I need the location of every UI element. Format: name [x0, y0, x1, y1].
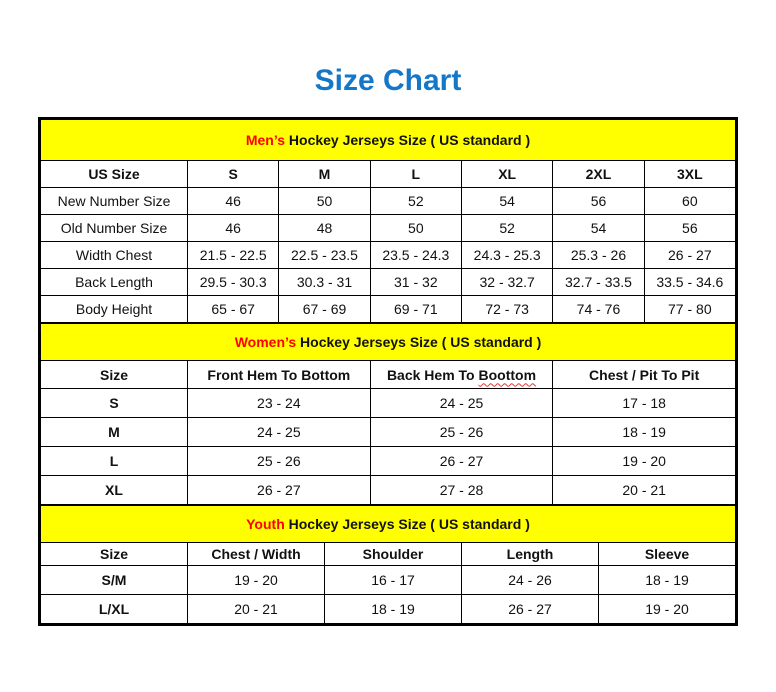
table-row — [41, 566, 736, 595]
column-header: Chest / Width — [188, 543, 325, 566]
column-header: 3XL — [644, 161, 735, 188]
size-cell: 23 - 24 — [188, 389, 371, 418]
column-header: Sleeve — [599, 543, 736, 566]
size-cell: 25 - 26 — [188, 447, 371, 476]
youth-size-table — [40, 505, 736, 624]
youth-header-row — [41, 543, 736, 566]
column-header: L — [370, 161, 461, 188]
size-cell: 26 - 27 — [644, 242, 735, 269]
row-label: S — [41, 389, 188, 418]
size-cell: 22.5 - 23.5 — [279, 242, 370, 269]
size-cell: 48 — [279, 215, 370, 242]
size-cell: 52 — [370, 188, 461, 215]
size-cell: 25.3 - 26 — [553, 242, 644, 269]
size-cell: 17 - 18 — [553, 389, 736, 418]
column-header: XL — [461, 161, 552, 188]
size-cell: 50 — [279, 188, 370, 215]
womens-band-row — [41, 324, 736, 361]
row-label: Back Length — [41, 269, 188, 296]
size-cell: 23.5 - 24.3 — [370, 242, 461, 269]
column-header: M — [279, 161, 370, 188]
column-header: Size — [41, 543, 188, 566]
youth-title-highlight: Youth — [246, 516, 285, 532]
size-cell: 52 — [461, 215, 552, 242]
table-row — [41, 269, 736, 296]
mens-title-highlight: Men’s — [245, 132, 286, 148]
mens-size-table — [40, 119, 736, 323]
size-cell: 19 - 20 — [188, 566, 325, 595]
table-row — [41, 595, 736, 624]
table-row — [41, 418, 736, 447]
table-row — [41, 389, 736, 418]
size-chart-tables — [38, 117, 738, 626]
size-cell: 27 - 28 — [370, 476, 553, 505]
mens-table-title: Men’s Hockey Jerseys Size ( US standard ) — [41, 120, 736, 161]
row-label: M — [41, 418, 188, 447]
size-cell: 24 - 25 — [188, 418, 371, 447]
size-cell: 19 - 20 — [599, 595, 736, 624]
youth-band-row — [41, 506, 736, 543]
row-label: L — [41, 447, 188, 476]
size-cell: 77 - 80 — [644, 296, 735, 323]
size-cell: 65 - 67 — [188, 296, 279, 323]
mens-header-row — [41, 161, 736, 188]
column-header: Length — [462, 543, 599, 566]
size-cell: 26 - 27 — [370, 447, 553, 476]
size-cell: 29.5 - 30.3 — [188, 269, 279, 296]
size-cell: 67 - 69 — [279, 296, 370, 323]
table-row — [41, 188, 736, 215]
row-label: Body Height — [41, 296, 188, 323]
column-header: Front Hem To Bottom — [188, 361, 371, 389]
size-cell: 24 - 25 — [370, 389, 553, 418]
size-cell: 16 - 17 — [325, 566, 462, 595]
size-cell: 24 - 26 — [462, 566, 599, 595]
misspelled-word: Boottom — [478, 366, 537, 383]
size-cell: 50 — [370, 215, 461, 242]
row-label: XL — [41, 476, 188, 505]
size-cell: 54 — [553, 215, 644, 242]
size-cell: 32 - 32.7 — [461, 269, 552, 296]
size-cell: 60 — [644, 188, 735, 215]
size-cell: 32.7 - 33.5 — [553, 269, 644, 296]
column-header: US Size — [41, 161, 188, 188]
row-label: Width Chest — [41, 242, 188, 269]
page-title: Size Chart — [314, 64, 462, 97]
size-cell: 18 - 19 — [553, 418, 736, 447]
size-cell: 19 - 20 — [553, 447, 736, 476]
size-cell: 46 — [188, 188, 279, 215]
size-cell: 26 - 27 — [188, 476, 371, 505]
column-header: Chest / Pit To Pit — [553, 361, 736, 389]
size-cell: 56 — [644, 215, 735, 242]
size-cell: 25 - 26 — [370, 418, 553, 447]
womens-title-highlight: Women’s — [234, 334, 297, 350]
column-header: Back Hem To Boottom — [370, 361, 553, 389]
table-row — [41, 447, 736, 476]
size-cell: 20 - 21 — [553, 476, 736, 505]
table-row — [41, 296, 736, 323]
size-cell: 33.5 - 34.6 — [644, 269, 735, 296]
size-cell: 56 — [553, 188, 644, 215]
youth-table-title: Youth Hockey Jerseys Size ( US standard ) — [41, 506, 736, 543]
size-cell: 69 - 71 — [370, 296, 461, 323]
size-cell: 30.3 - 31 — [279, 269, 370, 296]
size-cell: 18 - 19 — [325, 595, 462, 624]
row-label: Old Number Size — [41, 215, 188, 242]
row-label: L/XL — [41, 595, 188, 624]
size-cell: 72 - 73 — [461, 296, 552, 323]
table-row — [41, 242, 736, 269]
womens-size-table — [40, 323, 736, 505]
size-cell: 21.5 - 22.5 — [188, 242, 279, 269]
column-header: Shoulder — [325, 543, 462, 566]
column-header: Size — [41, 361, 188, 389]
size-cell: 18 - 19 — [599, 566, 736, 595]
womens-table-title: Women’s Hockey Jerseys Size ( US standard ) — [41, 324, 736, 361]
table-row — [41, 215, 736, 242]
womens-header-row — [41, 361, 736, 389]
row-label: S/M — [41, 566, 188, 595]
size-cell: 26 - 27 — [462, 595, 599, 624]
size-cell: 54 — [461, 188, 552, 215]
size-cell: 31 - 32 — [370, 269, 461, 296]
column-header: S — [188, 161, 279, 188]
column-header: 2XL — [553, 161, 644, 188]
size-cell: 24.3 - 25.3 — [461, 242, 552, 269]
table-row — [41, 476, 736, 505]
row-label: New Number Size — [41, 188, 188, 215]
mens-band-row — [41, 120, 736, 161]
size-cell: 20 - 21 — [188, 595, 325, 624]
size-cell: 46 — [188, 215, 279, 242]
size-cell: 74 - 76 — [553, 296, 644, 323]
